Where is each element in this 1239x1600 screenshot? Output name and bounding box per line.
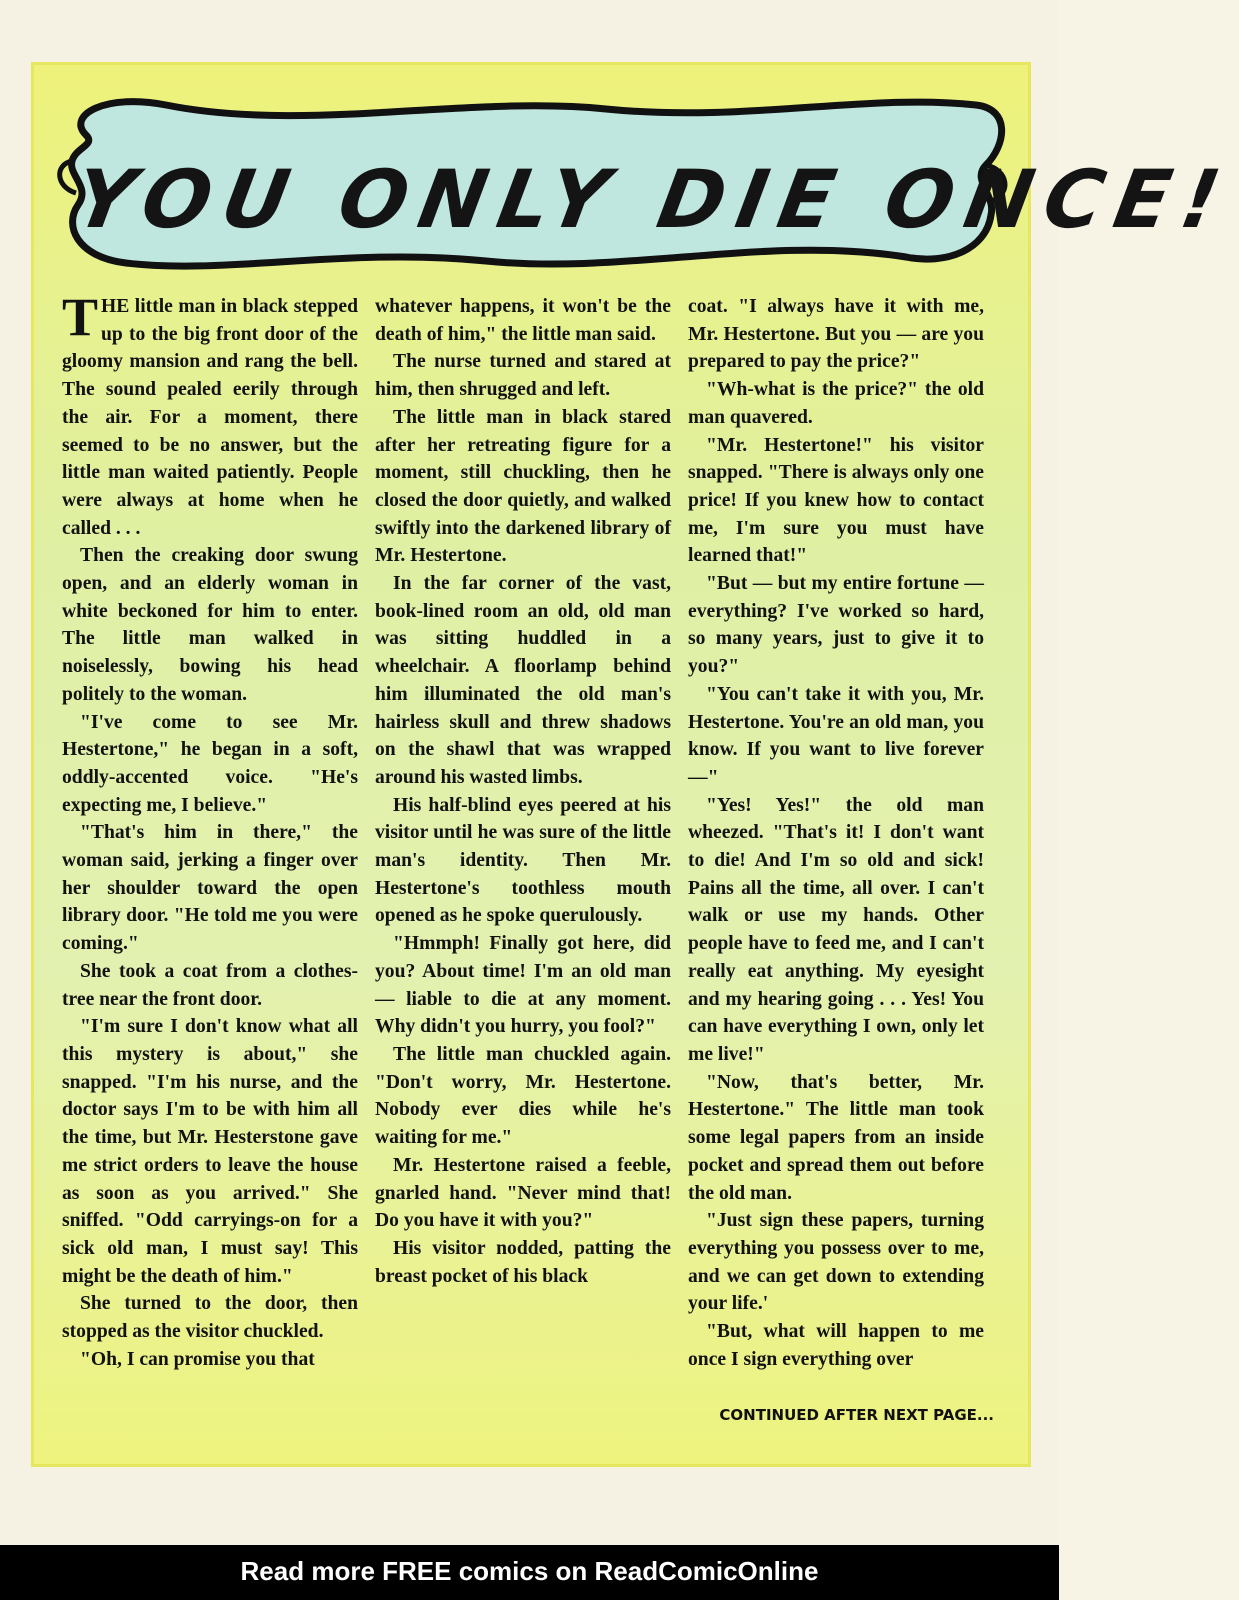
story-column-1 — [62, 287, 358, 1373]
paragraph: "But — but my entire fortune —everything? I've worked so hard, so many years, just to give it to you?" — [688, 573, 984, 678]
paragraph: "Yes! Yes!" the old man wheezed. "That's it! I don't want to die! And I'm so old and sick! Pains all the time, all over. I can't walk or use my hands. Other people have to feed me, and I can't really eat anything. My eyesight and my hearing going . . . Yes! You can have everything I own, only let me live!" — [688, 794, 984, 1065]
paragraph: Then the creaking door swung open, and an elderly woman in white beckoned for him to enter. The little man walked in noiselessly, bowing his head politely to the woman. — [62, 545, 358, 705]
story-column-2 — [375, 293, 671, 1290]
text-panel — [31, 62, 1239, 1467]
paragraph: His half-blind eyes peered at his visitor until he was sure of the little man's identity. Then Mr. Hestertone's toothless mouth opened as he spoke querulously. — [375, 794, 671, 927]
paragraph: His visitor nodded, patting the breast pocket of his black — [375, 1237, 671, 1287]
paragraph: "I've come to see Mr. Hestertone," he began in a soft, oddly-accented voice. "He's expecting me, I believe." — [62, 711, 358, 816]
paragraph: She took a coat from a clothes-tree near the front door. — [62, 960, 358, 1010]
paragraph: "Wh-what is the price?" the old man quavered. — [688, 379, 984, 428]
paragraph: She turned to the door, then stopped as the visitor chuckled. — [62, 1293, 358, 1343]
paragraph: "That's him in there," the woman said, jerking a finger over her shoulder toward the open library door. "He told me you were coming." — [62, 822, 358, 955]
paragraph: In the far corner of the vast, book-lined room an old, old man was sitting huddled in a wheelchair. A floorlamp behind him illuminated the old man's hairless skull and threw shadows on the shawl that was wrapped around his wasted limbs. — [375, 573, 671, 788]
story-column-3 — [688, 293, 984, 1373]
paragraph: "But, what will happen to me once I sign everything over — [688, 1321, 984, 1370]
paragraph: coat. "I always have it with me, Mr. Hestertone. But you — are you prepared to pay the price?" — [688, 296, 984, 373]
paragraph: "Mr. Hestertone!" his visitor snapped. "There is always only one price! If you knew how to contact me, I'm sure you must have learned that!" — [688, 434, 984, 567]
paragraph: Mr. Hestertone raised a feeble, gnarled hand. "Never mind that! Do you have it with you?" — [375, 1154, 671, 1232]
paragraph: "You can't take it with you, Mr. Hestertone. You're an old man, you know. If you want to live forever—" — [688, 683, 984, 788]
paragraph-text: HE little man in black stepped up to the big front door of the gloomy mansion and rang the bell. The sound pealed eerily through the air. For a moment, there seemed to be no answer, but the little man waited patiently. People were always at home when he called . . . — [62, 296, 358, 539]
paragraph — [62, 287, 358, 542]
footer-promo-link[interactable]: Read more FREE comics on ReadComicOnline — [240, 1556, 819, 1586]
paragraph: "Hmmph! Finally got here, did you? About time! I'm an old man — liable to die at any moment. Why didn't you hurry, you fool?" — [375, 933, 671, 1038]
paragraph: "Now, that's better, Mr. Hestertone." The little man took some legal papers from an inside pocket and spread them out before the old man. — [688, 1071, 984, 1204]
paragraph: The little man chuckled again. "Don't worry, Mr. Hestertone. Nobody ever dies while he's waiting for me." — [375, 1043, 671, 1149]
paragraph: "Oh, I can promise you that — [80, 1348, 315, 1370]
title-banner — [46, 75, 1239, 290]
story-title: YOU ONLY DIE ONCE! — [67, 153, 1239, 246]
paragraph: whatever happens, it won't be the death of him," the little man said. — [375, 296, 671, 345]
paragraph: "Just sign these papers, turning everything you possess over to me, and we can get down to extending your life.' — [688, 1210, 984, 1315]
paragraph: The little man in black stared after her retreating figure for a moment, still chuckling, then he closed the door quietly, and walked swiftly into the darkened library of Mr. Hestertone. — [375, 406, 671, 567]
continued-notice: CONTINUED AFTER NEXT PAGE... — [719, 1406, 994, 1424]
paragraph: "I'm sure I don't know what all this mystery is about," she snapped. "I'm his nurse, and the doctor says I'm to be with him all the time, but Mr. Hesterstone gave me strict orders to leave the house as soon as you arrived." She sniffed. "Odd carryings-on for a sick old man, I must say! This might be the death of him." — [62, 1016, 358, 1287]
paragraph: The nurse turned and stared at him, then shrugged and left. — [375, 351, 671, 401]
drop-cap: T — [62, 287, 99, 347]
